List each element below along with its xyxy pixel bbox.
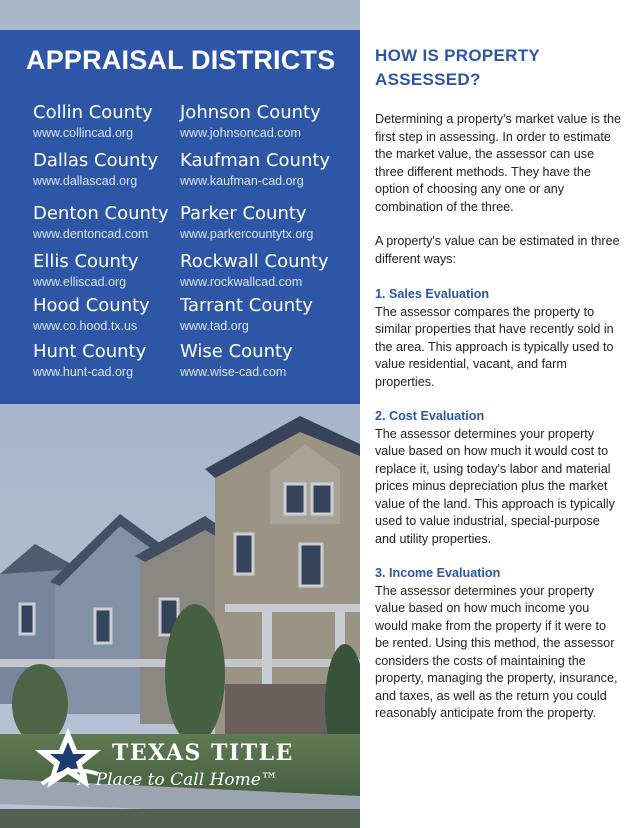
county-url[interactable]: www.wise-cad.com — [180, 365, 287, 379]
section-body-income: The assessor determines your property value based on how much income you would make from the property if it were to be rented. Using this method, the assessor considers the costs of maintaining the property, managing the property, insurance, and taxes, as well as the return you could reasonably anticipate from the property. — [375, 583, 618, 720]
county-name: Ellis County — [33, 251, 139, 272]
logo-title: TEXAS TITLE — [112, 740, 294, 766]
county-url[interactable]: www.rockwallcad.com — [180, 275, 303, 289]
county-name: Tarrant County — [180, 295, 313, 316]
article-title: HOW IS PROPERTY ASSESSED? — [375, 46, 540, 89]
county-name: Hood County — [33, 295, 150, 316]
county-url[interactable]: www.tad.org — [180, 319, 249, 333]
county-rockwall — [180, 251, 355, 290]
county-name: Rockwall County — [180, 251, 329, 272]
county-kaufman — [180, 150, 355, 189]
county-url[interactable]: www.kaufman-cad.org — [180, 174, 304, 188]
county-name: Wise County — [180, 341, 293, 362]
lead-paragraph: A property's value can be estimated in three different ways: — [375, 234, 620, 266]
county-name: Johnson County — [180, 102, 321, 123]
districts-title: APPRAISAL DISTRICTS — [26, 45, 336, 75]
county-url[interactable]: www.co.hood.tx.us — [33, 319, 138, 333]
texas-title-logo — [32, 726, 332, 796]
county-johnson — [180, 102, 355, 141]
section-heading-income: 3. Income Evaluation — [375, 566, 501, 580]
county-wise — [180, 341, 355, 380]
intro-paragraph: Determining a property's market value is the first step in assessing. In order to estimate the market value, the assessor can use three different methods. They have the option of choosing any one or any combination of the three. — [375, 112, 621, 214]
county-tarrant — [180, 295, 355, 334]
county-name: Denton County — [33, 203, 169, 224]
county-url[interactable]: www.elliscad.org — [33, 275, 127, 289]
county-url[interactable]: www.johnsoncad.com — [180, 126, 301, 140]
county-url[interactable]: www.hunt-cad.org — [33, 365, 134, 379]
logo-tagline: A Place to Call Home™ — [78, 770, 278, 790]
county-url[interactable]: www.parkercountytx.org — [180, 227, 314, 241]
county-name: Parker County — [180, 203, 307, 224]
county-url[interactable]: www.dallascad.org — [33, 174, 138, 188]
county-name: Dallas County — [33, 150, 159, 171]
county-parker — [180, 203, 355, 242]
section-body-cost: The assessor determines your property value based on how much it would cost to replace it, using today's labor and material prices minus depreciation plus the market value of the land. This approach is typically used to value industrial, special-purpose and utility properties. — [375, 426, 615, 546]
section-heading-sales: 1. Sales Evaluation — [375, 287, 490, 301]
top-sky-strip — [0, 0, 360, 30]
article-column — [375, 44, 623, 723]
county-name: Collin County — [33, 102, 153, 123]
section-heading-cost: 2. Cost Evaluation — [375, 409, 485, 423]
county-name: Kaufman County — [180, 150, 331, 171]
county-url[interactable]: www.dentoncad.com — [33, 227, 149, 241]
county-url[interactable]: www.collincad.org — [33, 126, 134, 140]
county-name: Hunt County — [33, 341, 147, 362]
section-body-sales: The assessor compares the property to similar properties that have recently sold in the area. This approach is typically used to value residential, vacant, and farm properties. — [375, 304, 614, 389]
